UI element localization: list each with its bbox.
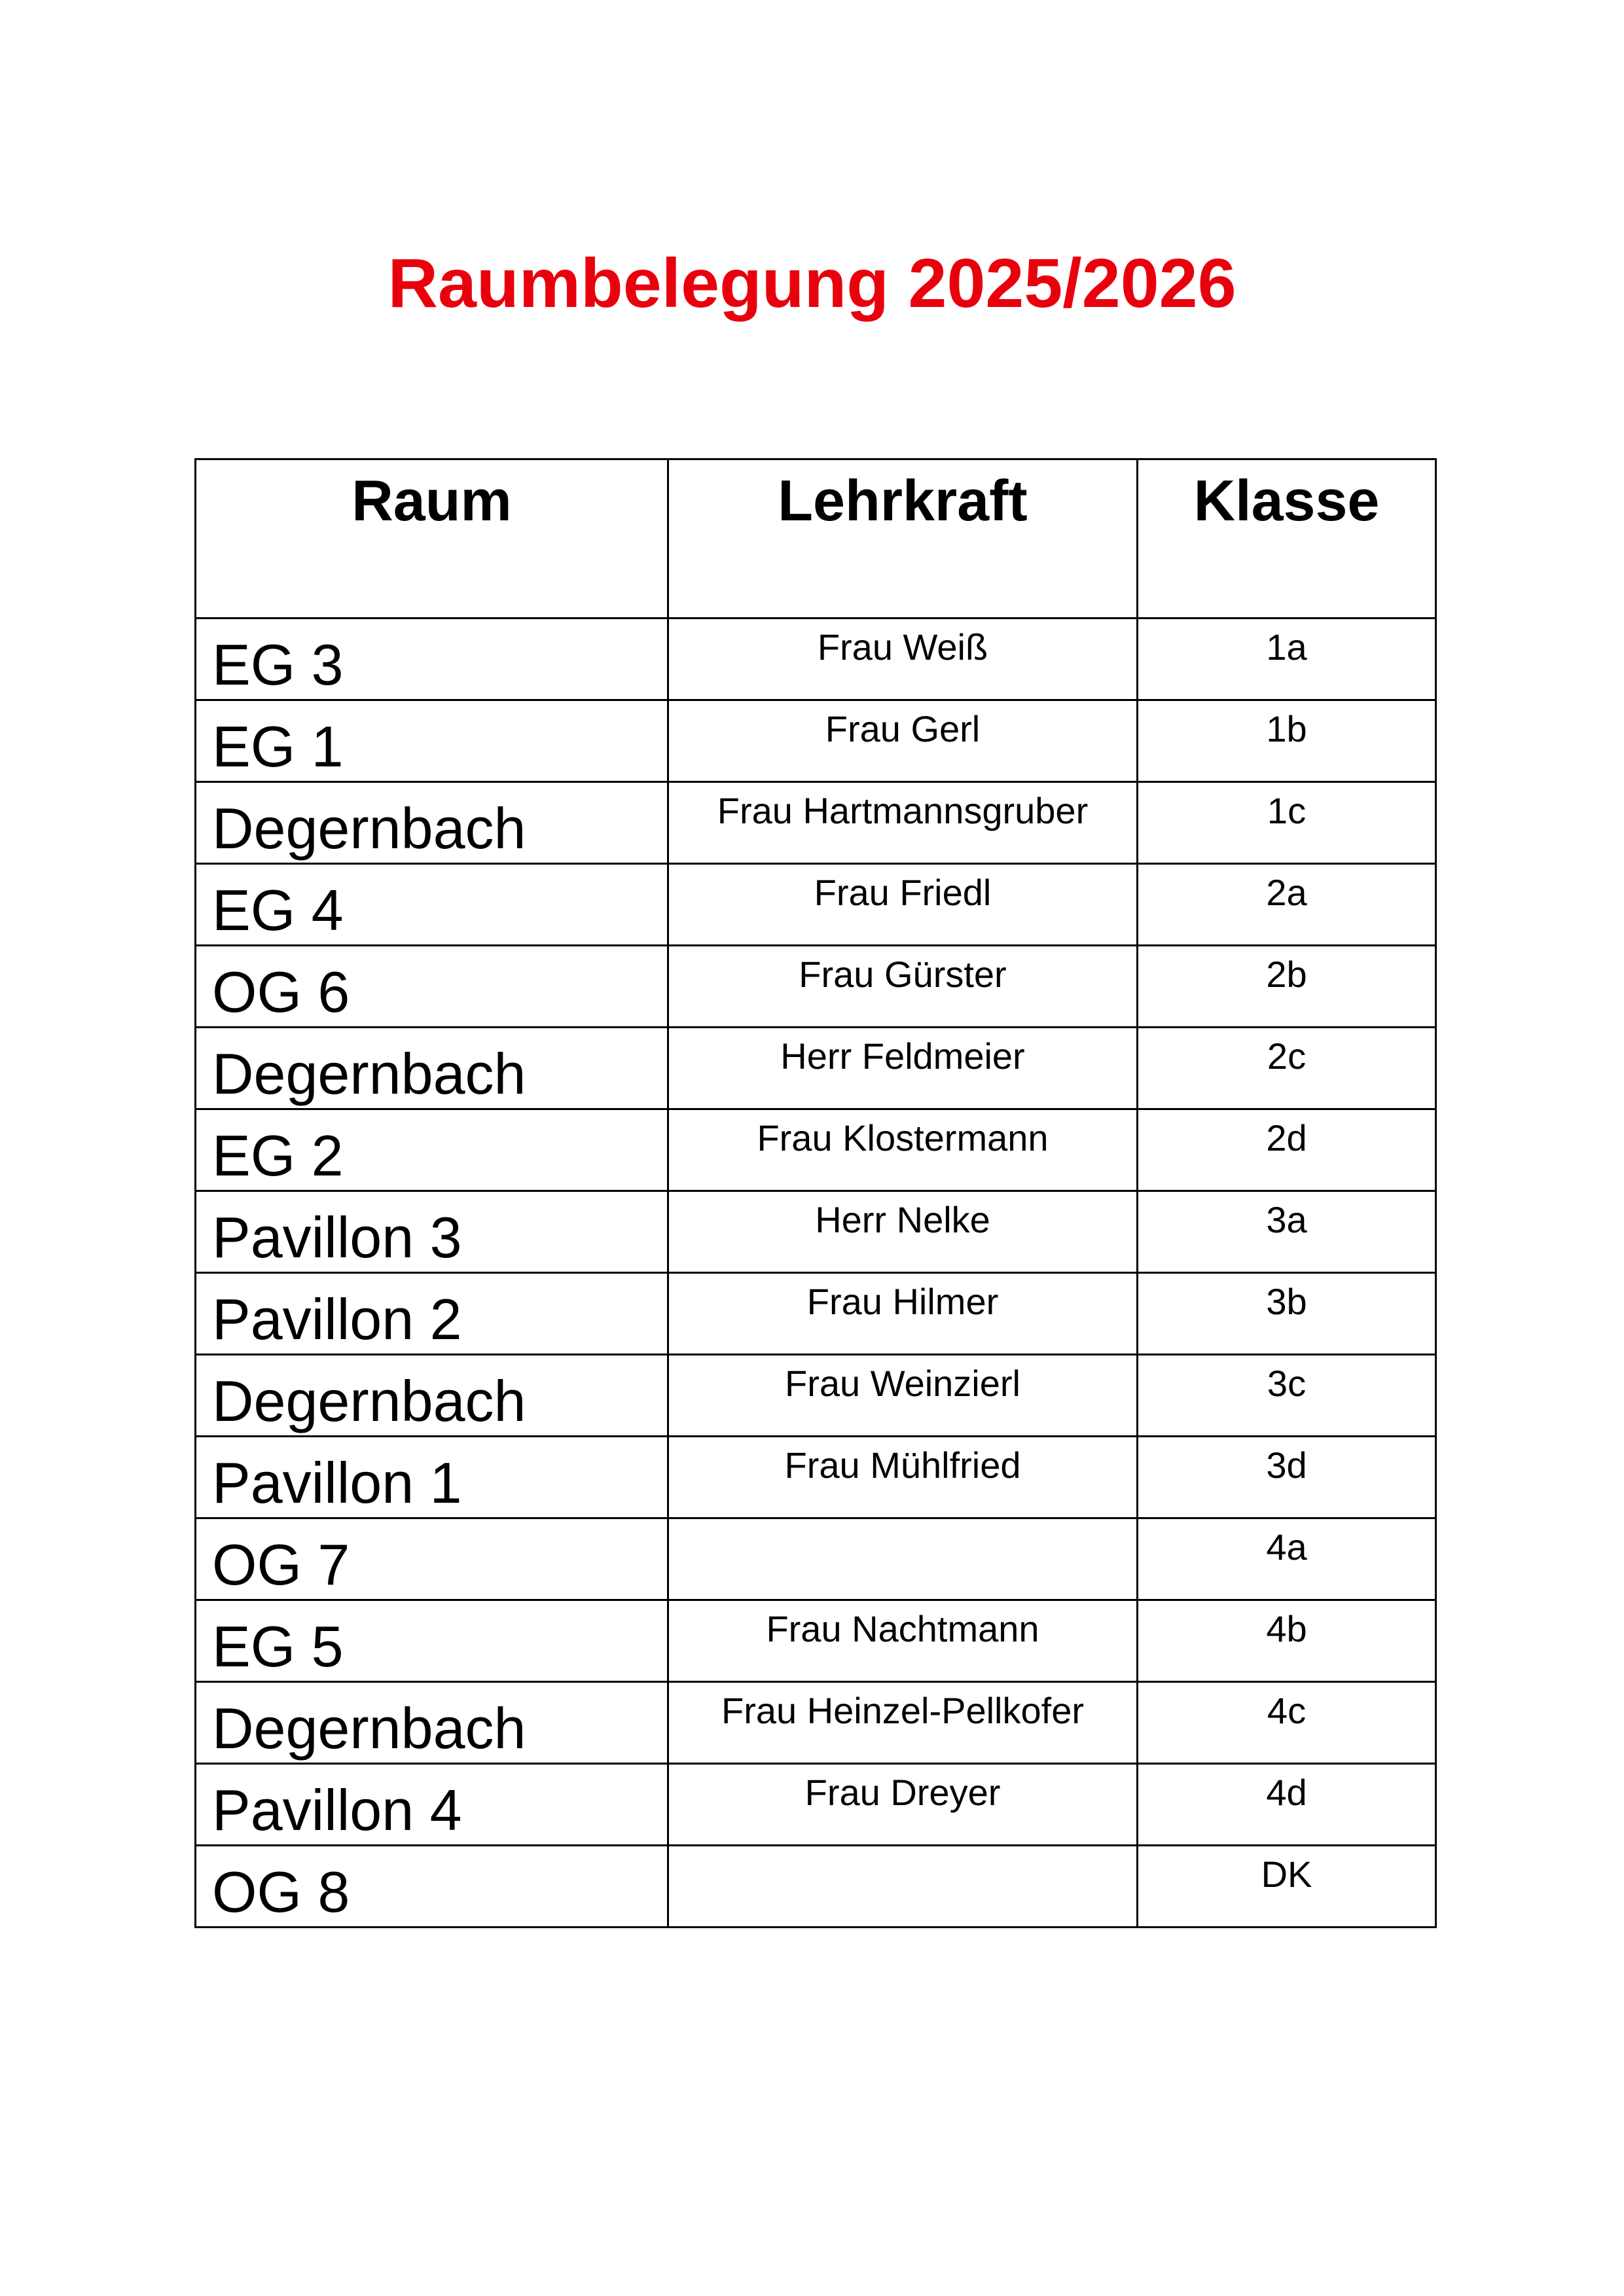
teacher-cell: Frau Hilmer [668,1273,1138,1355]
room-cell: Degernbach [196,782,668,864]
teacher-cell [668,1846,1138,1928]
room-cell: EG 4 [196,864,668,946]
table-row [196,1600,1436,1682]
room-cell: EG 1 [196,700,668,782]
teacher-cell: Frau Gerl [668,700,1138,782]
room-cell: Pavillon 1 [196,1437,668,1518]
teacher-cell: Frau Weinzierl [668,1355,1138,1437]
table-header-row [196,459,1436,619]
teacher-cell: Frau Gürster [668,946,1138,1028]
class-cell: 3b [1138,1273,1436,1355]
room-cell: Degernbach [196,1682,668,1764]
table-row [196,1764,1436,1846]
class-cell: 3c [1138,1355,1436,1437]
class-cell: 4a [1138,1518,1436,1600]
class-cell: 1a [1138,619,1436,700]
room-cell: Degernbach [196,1028,668,1109]
header-class: Klasse [1138,459,1436,619]
class-cell: 3a [1138,1191,1436,1273]
teacher-cell: Frau Klostermann [668,1109,1138,1191]
room-cell: EG 2 [196,1109,668,1191]
teacher-cell [668,1518,1138,1600]
room-assignment-table [194,458,1437,1928]
teacher-cell: Frau Heinzel-Pellkofer [668,1682,1138,1764]
room-cell: OG 6 [196,946,668,1028]
class-cell: 1c [1138,782,1436,864]
class-cell: 3d [1138,1437,1436,1518]
room-cell: EG 5 [196,1600,668,1682]
teacher-cell: Frau Nachtmann [668,1600,1138,1682]
room-cell: OG 8 [196,1846,668,1928]
class-cell: 4b [1138,1600,1436,1682]
teacher-cell: Herr Nelke [668,1191,1138,1273]
class-cell: 2a [1138,864,1436,946]
table-row [196,1682,1436,1764]
table-row [196,1437,1436,1518]
header-teacher: Lehrkraft [668,459,1138,619]
table-row [196,1846,1436,1928]
table-row [196,1355,1436,1437]
room-cell: EG 3 [196,619,668,700]
teacher-cell: Frau Hartmannsgruber [668,782,1138,864]
table-row [196,1109,1436,1191]
room-cell: Pavillon 2 [196,1273,668,1355]
class-cell: 4c [1138,1682,1436,1764]
class-cell: 2b [1138,946,1436,1028]
class-cell: DK [1138,1846,1436,1928]
page-title: Raumbelegung 2025/2026 [388,245,1236,322]
room-cell: Pavillon 3 [196,1191,668,1273]
table-row [196,1028,1436,1109]
table-row [196,700,1436,782]
teacher-cell: Frau Friedl [668,864,1138,946]
class-cell: 1b [1138,700,1436,782]
table-row [196,946,1436,1028]
table-row [196,864,1436,946]
room-cell: Pavillon 4 [196,1764,668,1846]
room-cell: Degernbach [196,1355,668,1437]
class-cell: 4d [1138,1764,1436,1846]
teacher-cell: Frau Weiß [668,619,1138,700]
teacher-cell: Frau Mühlfried [668,1437,1138,1518]
table-row [196,1518,1436,1600]
header-room: Raum [196,459,668,619]
table-row [196,782,1436,864]
room-cell: OG 7 [196,1518,668,1600]
table-row [196,619,1436,700]
table-row [196,1273,1436,1355]
table-row [196,1191,1436,1273]
class-cell: 2c [1138,1028,1436,1109]
teacher-cell: Herr Feldmeier [668,1028,1138,1109]
class-cell: 2d [1138,1109,1436,1191]
teacher-cell: Frau Dreyer [668,1764,1138,1846]
